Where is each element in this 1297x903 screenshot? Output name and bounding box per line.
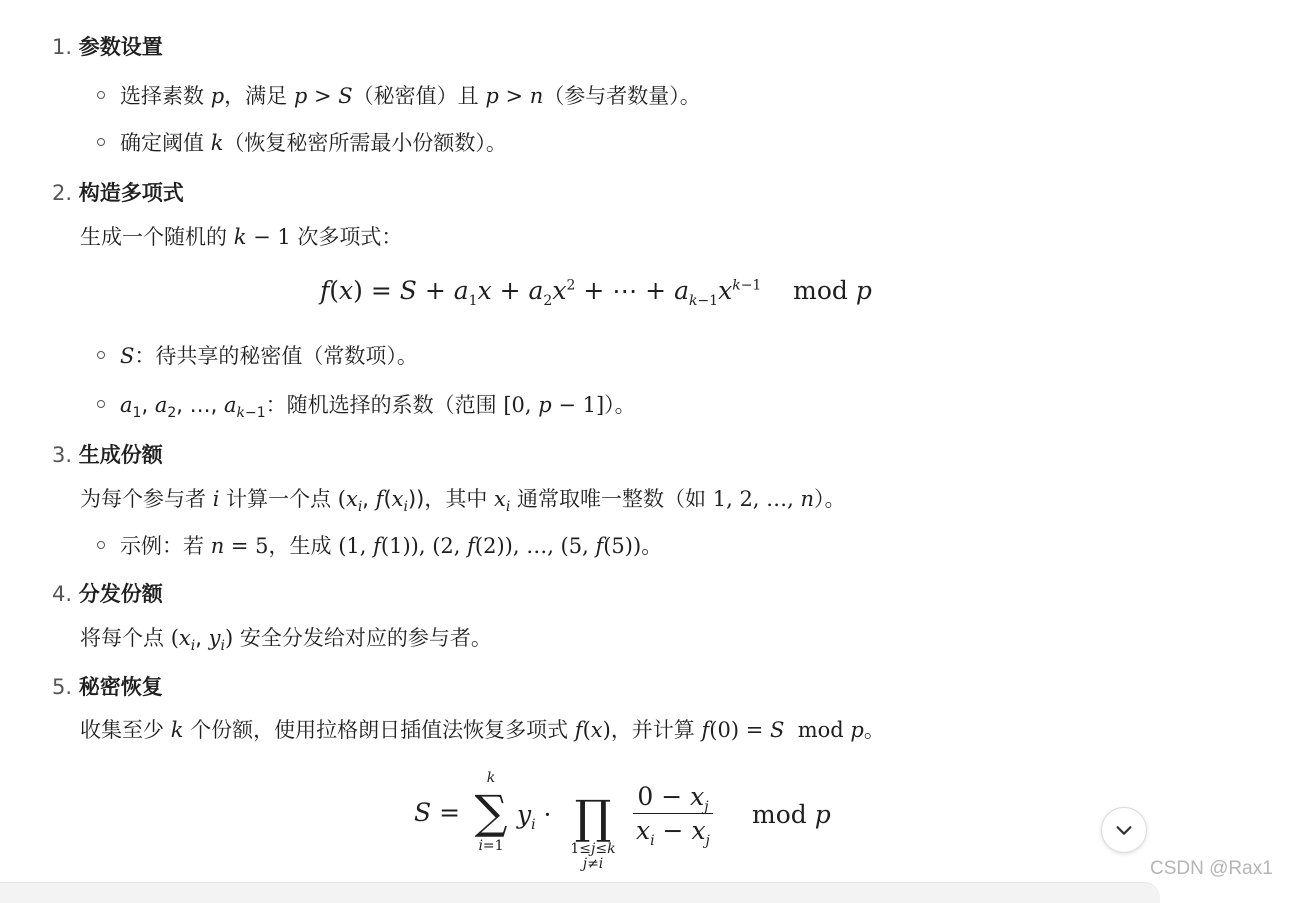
bullet-icon xyxy=(97,351,105,359)
step-3-heading: 3. 生成份额 xyxy=(52,443,163,467)
step-2-heading: 2. 构造多项式 xyxy=(52,181,184,205)
step-2-paragraph: 生成一个随机的 k − 1 次多项式： xyxy=(80,225,403,249)
polynomial-equation: $f(x) = S + a_1x + a_2x^2$ + ⋯ + $a_{k-1}x^{k-1}$ mod p xyxy=(320,276,872,309)
step-2-bullet-2: $a_1$, $a_2$, …, $a_{k-1}$：随机选择的系数（范围 [0, p − 1]）。 xyxy=(120,393,636,422)
lagrange-sum: k ∑ i=1 xyxy=(474,770,508,854)
bullet-icon xyxy=(97,138,105,146)
chevron-down-icon xyxy=(1113,819,1135,841)
watermark: CSDN @Rax1 xyxy=(1150,858,1273,879)
step-4-paragraph: 将每个点 ($x_i$, $y_i$) 安全分发给对应的参与者。 xyxy=(80,626,492,655)
step-3-paragraph: 为每个参与者 i 计算一个点 ($x_i$, $f(x_i)$)，其中 $x_i$ 通常取唯一整数（如 1, 2, …, n）。 xyxy=(80,487,846,516)
bullet-icon xyxy=(97,91,105,99)
input-bar-edge xyxy=(0,882,1160,903)
step-4-heading: 4. 分发份额 xyxy=(52,582,163,606)
step-5-heading: 5. 秘密恢复 xyxy=(52,675,163,699)
lagrange-mod: mod p xyxy=(752,800,831,829)
step-3-bullet-1: 示例：若 n = 5，生成 (1, f(1)), (2, f(2)), …, (5, f(5))。 xyxy=(120,534,663,558)
lagrange-s-equals: S = xyxy=(414,798,461,827)
lagrange-y-term: $y_i$ · xyxy=(517,800,552,833)
bullet-icon xyxy=(97,400,105,408)
lagrange-fraction: $\frac{0 - x_j}{x_i - x_j}$ xyxy=(626,782,720,845)
step-1-heading: 1. 参数设置 xyxy=(52,35,163,59)
step-1-bullet-1: 选择素数 p，满足 p > S（秘密值）且 p > n（参与者数量）。 xyxy=(120,84,701,108)
step-1-bullet-2: 确定阈值 k（恢复秘密所需最小份额数）。 xyxy=(120,131,507,155)
bullet-icon xyxy=(97,541,105,549)
scroll-down-button[interactable] xyxy=(1101,807,1147,853)
step-2-bullet-1: S：待共享的秘密值（常数项）。 xyxy=(120,344,418,368)
step-5-paragraph: 收集至少 k 个份额，使用拉格朗日插值法恢复多项式 f(x)，并计算 f(0) = S mod p。 xyxy=(80,718,885,742)
lagrange-product: ∏ 1≤j≤k j≠i xyxy=(570,790,616,872)
